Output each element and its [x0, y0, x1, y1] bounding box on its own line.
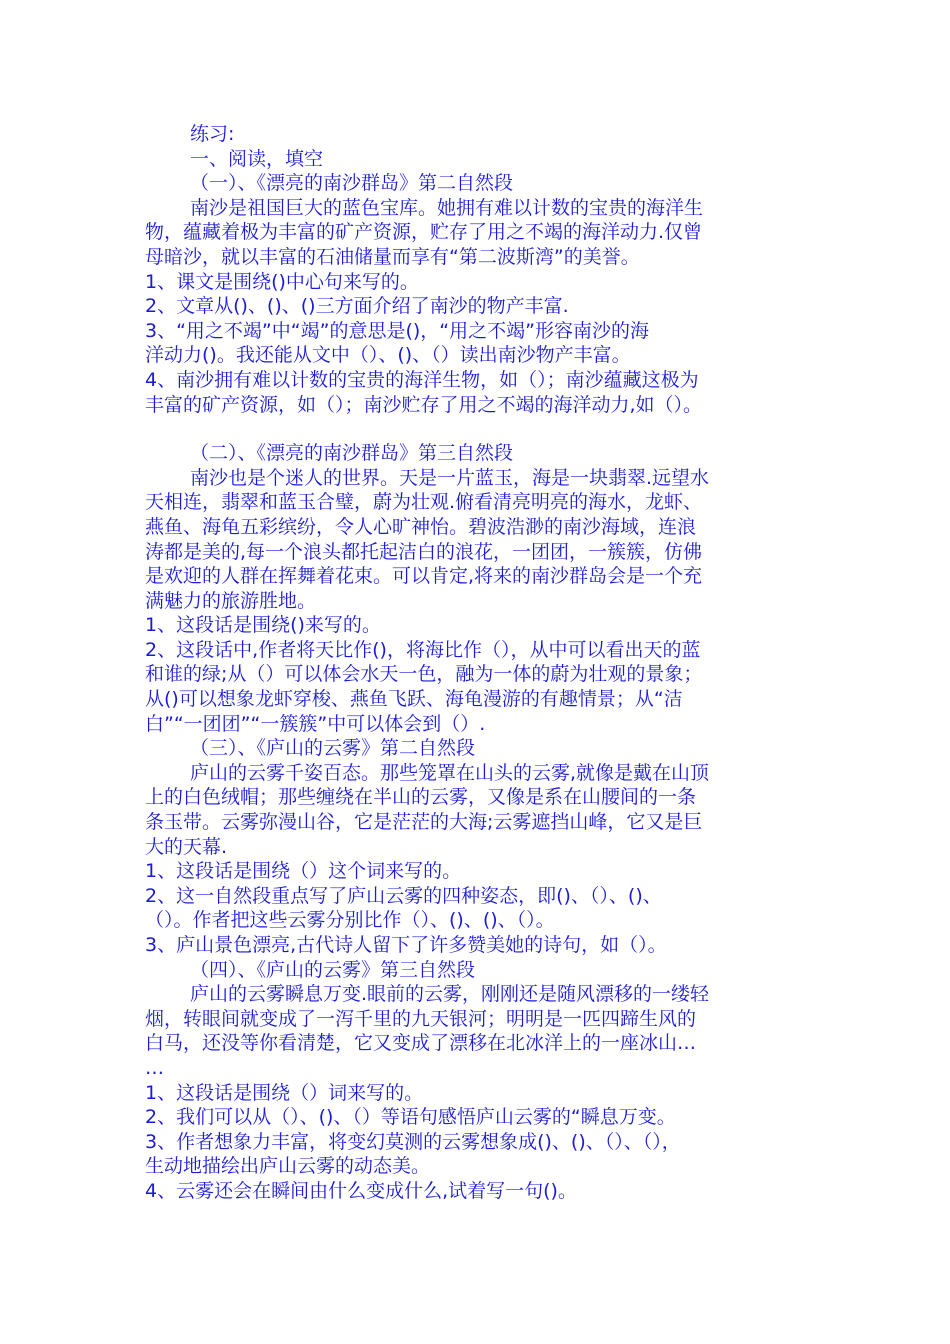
passage-line: 白马，还没等你看清楚，它又变成了漂移在北冰洋上的一座冰山…: [145, 1032, 697, 1055]
question-line: 4、云雾还会在瞬间由什么变成什么,试着写一句()。: [145, 1179, 577, 1202]
part-1: [145, 171, 810, 417]
part-3: [145, 736, 810, 957]
part-4: [145, 958, 810, 1204]
passage-line: 满魅力的旅游胜地。: [145, 589, 317, 612]
passage-line: 大的天幕.: [145, 835, 228, 858]
passage-line: …: [145, 1056, 164, 1079]
question-line: 白”“一团团”“一簇簇”中可以体会到（）.: [145, 712, 486, 735]
passage-line: 烟，转眼间就变成了一泻千里的九天银河；明明是一匹四蹄生风的: [145, 1007, 697, 1030]
passage: [145, 761, 810, 859]
passage-line: 涛都是美的,每一个浪头都托起洁白的浪花，一团团，一簇簇，仿佛: [145, 540, 703, 563]
question-line: 2、这一自然段重点写了庐山云雾的四种姿态，即()、（）、()、: [145, 884, 662, 907]
passage: [145, 196, 810, 270]
question-line: 1、课文是围绕()中心句来写的。: [145, 270, 419, 293]
passage-line: 庐山的云雾瞬息万变.眼前的云雾，刚刚还是随风漂移的一缕轻: [190, 983, 710, 1006]
part-2: [145, 441, 810, 736]
question-line: 丰富的矿产资源，如（）；南沙贮存了用之不竭的海洋动力,如（）。: [145, 393, 703, 416]
passage: [145, 982, 810, 1080]
questions: [145, 859, 810, 957]
passage-line: 燕鱼、海龟五彩缤纷，令人心旷神怡。碧波浩渺的南沙海域，连浪: [145, 515, 697, 538]
question-line: 1、这段话是围绕（）这个词来写的。: [145, 860, 462, 883]
question-line: 1、这段话是围绕()来写的。: [145, 614, 381, 637]
passage-line: 庐山的云雾千姿百态。那些笼罩在山头的云雾,就像是戴在山顶: [190, 761, 710, 784]
passage-line: 母暗沙，就以丰富的石油储量而享有“第二波斯湾”的美誉。: [145, 245, 640, 268]
question-line: 3、“用之不竭”中“竭”的意思是()，“用之不竭”形容南沙的海: [145, 319, 649, 342]
passage-line: 南沙是祖国巨大的蓝色宝库。她拥有难以计数的宝贵的海洋生: [190, 196, 704, 219]
questions: [145, 1081, 810, 1204]
passage-line: 天相连，翡翠和蓝玉合璧，蔚为壮观.俯看清亮明亮的海水，龙虾、: [145, 491, 703, 514]
passage-line: 条玉带。云雾弥漫山谷，它是茫茫的大海;云雾遮挡山峰，它又是巨: [145, 811, 703, 834]
part-title: （三）、《庐山的云雾》第二自然段: [190, 737, 476, 760]
question-line: （）。作者把这些云雾分别比作（）、()、()、（）。: [145, 909, 555, 932]
question-line: 3、庐山景色漂亮,古代诗人留下了许多赞美她的诗句，如（）。: [145, 934, 667, 956]
exercise-heading: 练习:: [190, 123, 235, 145]
passage-line: 物，蕴藏着极为丰富的矿产资源，贮存了用之不竭的海洋动力.仅曾: [145, 221, 703, 244]
document-body: [145, 122, 810, 1204]
blank-line: [145, 417, 810, 441]
questions: [145, 613, 810, 736]
question-line: 4、南沙拥有难以计数的宝贵的海洋生物，如（）；南沙蕴藏这极为: [145, 368, 699, 391]
question-line: 洋动力()。我还能从文中（）、()、（）读出南沙物产丰富。: [145, 344, 631, 367]
section-title: 一、阅读，填空: [190, 147, 324, 170]
question-line: 2、文章从()、()、()三方面介绍了南沙的物产丰富.: [145, 295, 569, 318]
passage-line: 是欢迎的人群在挥舞着花束。可以肯定,将来的南沙群岛会是一个充: [145, 565, 703, 588]
question-line: 生动地描绘出庐山云雾的动态美。: [145, 1155, 431, 1178]
question-line: 2、我们可以从（）、()、（）等语句感悟庐山云雾的“瞬息万变。: [145, 1106, 676, 1129]
passage-line: 南沙也是个迷人的世界。天是一片蓝玉，海是一块翡翠.远望水: [190, 466, 710, 489]
part-title: （四）、《庐山的云雾》第三自然段: [190, 958, 476, 981]
part-title: （一）、《漂亮的南沙群岛》第二自然段: [190, 172, 514, 195]
question-line: 2、这段话中,作者将天比作()，将海比作（），从中可以看出天的蓝: [145, 638, 701, 661]
part-title: （二）、《漂亮的南沙群岛》第三自然段: [190, 442, 514, 465]
question-line: 1、这段话是围绕（）词来写的。: [145, 1081, 424, 1104]
passage-line: 上的白色绒帽；那些缠绕在半山的云雾，又像是系在山腰间的一条: [145, 786, 697, 809]
question-line: 和谁的绿;从（）可以体会水天一色，融为一体的蔚为壮观的景象；: [145, 663, 703, 686]
question-line: 3、作者想象力丰富，将变幻莫测的云雾想象成()、()、（）、（），: [145, 1130, 681, 1153]
question-line: 从()可以想象龙虾穿梭、燕鱼飞跃、海龟漫游的有趣情景；从“洁: [145, 688, 683, 711]
passage: [145, 466, 810, 614]
questions: [145, 270, 810, 418]
